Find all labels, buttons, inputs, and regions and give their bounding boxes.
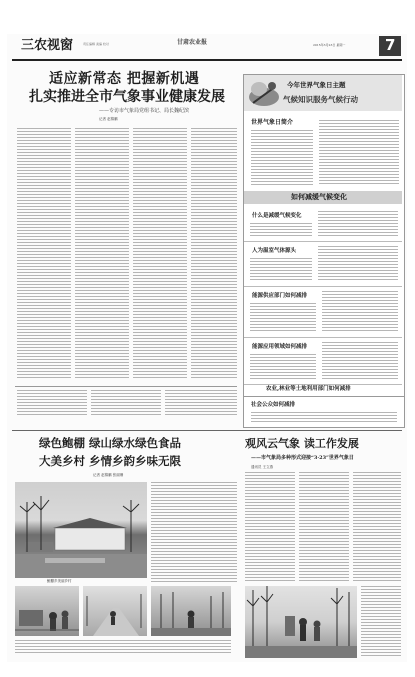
q2-block xyxy=(244,242,402,287)
lead-column-3 xyxy=(133,128,187,378)
bottom-left-text-2 xyxy=(15,640,231,654)
q4-block xyxy=(244,338,402,385)
lead-column-4 xyxy=(191,128,237,378)
q1-text xyxy=(318,211,398,237)
weather-emblem-icon xyxy=(247,77,281,109)
q3-block xyxy=(244,287,402,338)
date-line: 2015年3月23日 星期一 xyxy=(313,43,346,47)
masthead-rule xyxy=(12,59,402,61)
bottom-right-col-2 xyxy=(299,472,349,582)
intro-heading: 世界气象日简介 xyxy=(251,119,294,126)
q3-text-left xyxy=(250,303,316,333)
section-divider xyxy=(12,430,402,431)
q4-heading: 能源应用领域如何减排 xyxy=(252,344,308,350)
lead-column-3b xyxy=(165,390,237,416)
bottom-right-col-1 xyxy=(245,472,295,582)
q4-text-left xyxy=(250,354,316,380)
q1-text-left xyxy=(250,223,312,237)
q3-heading: 能源供应部门如何减排 xyxy=(252,293,308,299)
q2-text xyxy=(318,246,398,282)
section-heading: 如何减缓气候变化 xyxy=(291,193,347,201)
q1-block xyxy=(244,207,402,242)
bottom-right-byline: 通讯员 王立燕 xyxy=(251,465,274,469)
lead-bottom-rule xyxy=(15,386,237,387)
q2-text-left xyxy=(250,258,312,282)
q5-heading: 农业,林业等土地利用部门如何减排 xyxy=(266,386,351,392)
banner-line-1: 今年世界气象日主题 xyxy=(287,81,346,89)
q4-text xyxy=(322,342,398,380)
q6-text xyxy=(251,412,397,422)
masthead xyxy=(7,34,407,62)
bottom-right-subtitle: ——市气象局多种形式迎接“3·23”世界气象日 xyxy=(251,455,354,461)
q5-block xyxy=(244,385,402,395)
q6-heading: 社会公众如何减排 xyxy=(251,402,296,408)
lead-column-2 xyxy=(75,128,129,378)
photo-caption: 鲍棚乡美丽乡村 xyxy=(47,579,72,583)
village-photo-middle xyxy=(83,586,147,636)
bottom-left-byline: 记者 赵锦鹏 张丽珊 xyxy=(93,473,124,477)
q3-text xyxy=(322,291,398,333)
editor-line: 责任编辑 美编 校对 xyxy=(83,42,109,46)
newspaper-page xyxy=(7,34,407,662)
lead-byline: 记者 赵锦鹏 xyxy=(99,117,118,121)
lead-column-1b xyxy=(17,390,87,416)
q1-heading: 什么是减缓气候变化 xyxy=(252,213,302,219)
lead-column-2b xyxy=(91,390,161,416)
bottom-right-text-tail xyxy=(361,586,401,658)
lead-headline-1: 适应新常态 把握新机遇 xyxy=(49,71,200,87)
intro-text-left xyxy=(251,130,313,186)
bottom-left-text xyxy=(151,482,237,582)
banner-line-2: 气候知识服务气候行动 xyxy=(283,95,358,104)
bottom-right-col-3 xyxy=(353,472,401,582)
q2-heading: 人为温室气体源头 xyxy=(252,248,297,254)
village-photo-right xyxy=(151,586,231,636)
bottom-left-headline-2: 大美乡村 乡情乡韵乡味无限 xyxy=(39,454,182,468)
bottom-left-headline-1: 绿色鲍棚 绿山绿水绿色食品 xyxy=(39,436,182,450)
lead-column-1 xyxy=(17,128,71,378)
lead-subtitle: ——专访市气象局党组书记、局长魏纪滨 xyxy=(99,108,190,114)
weather-day-photo xyxy=(245,586,357,658)
bottom-right-headline: 观风云气象 读工作发展 xyxy=(245,437,359,450)
section-title: 三农视窗 xyxy=(21,38,74,53)
village-photo-left xyxy=(15,586,79,636)
intro-text-right xyxy=(319,120,399,186)
lead-headline-2: 扎实推进全市气象事业健康发展 xyxy=(29,89,225,105)
village-photo-main xyxy=(15,482,147,578)
paper-name: 甘肃农业报 xyxy=(177,39,208,46)
page-number: 7 xyxy=(385,36,396,54)
